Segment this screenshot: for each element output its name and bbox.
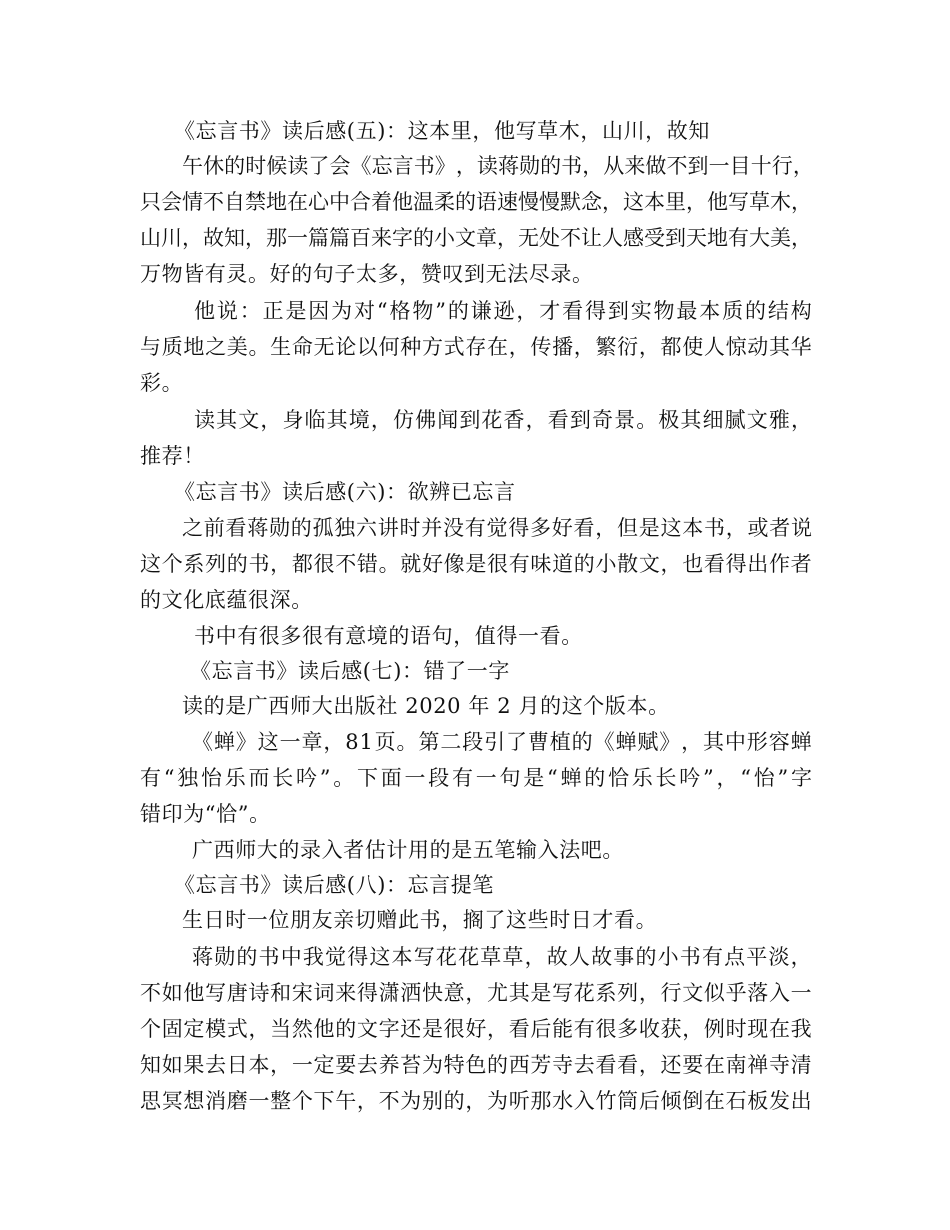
paragraph-line: 有 “ 独 怡 乐 而 长 吟 ” 。 下 面 一 段 有 一 句 是 “ 蝉 的 恰 乐 长 吟 ” ， “ 怡 ” 字 — [140, 766, 812, 790]
paragraph-line: 错印为“恰”。 — [140, 802, 271, 826]
paragraph-line: 的文化底蕴很深。 — [140, 588, 313, 612]
paragraph-line: 书中有很多很有意境的语句，值得一看。 — [194, 624, 583, 648]
paragraph-line: 读的是广西师大出版社 2020 年 2 月的这个版本。 — [182, 694, 670, 718]
paragraph-line: 读 其 文 ， 身 临 其 境 ， 仿 佛 闻 到 花 香 ， 看 到 奇 景 。 极 其 细 腻 文 雅 ， — [194, 408, 812, 432]
paragraph-line: 与 质 地 之 美 。 生 命 无 论 以 何 种 方 式 存 在 ， 传 播 ， 繁 衍 ， 都 使 人 惊 动 其 华 — [140, 335, 812, 359]
paragraph-line: 推荐！ — [140, 444, 205, 468]
paragraph-line: 这 个 系 列 的 书 ， 都 很 不 错 。 就 好 像 是 很 有 味 道 的 小 散 文 ， 也 看 得 出 作 者 — [140, 552, 812, 576]
paragraph-line: 思 冥 想 消 磨 一 整 个 下 午 ， 不 为 别 的 ， 为 听 那 水 入 竹 筒 后 倾 倒 在 石 板 发 出 — [140, 1089, 812, 1113]
paragraph-line: 生日时一位朋友亲切赠此书，搁了这些时日才看。 — [182, 908, 658, 932]
paragraph-line: 彩。 — [140, 371, 184, 395]
heading-review-7: 《忘言书》读后感(七)：错了一字 — [190, 659, 510, 683]
paragraph-line: 知 如 果 去 日 本 ， 一 定 要 去 养 苔 为 特 色 的 西 芳 寺 去 看 看 ， 还 要 在 南 禅 寺 清 — [140, 1053, 812, 1077]
paragraph-line: 广西师大的录入者估计用的是五笔输入法吧。 — [192, 838, 624, 862]
paragraph-line: 山 川 ， 故 知 ， 那 一 篇 篇 百 来 字 的 小 文 章 ， 无 处 不 让 人 感 受 到 天 地 有 大 美 ， — [140, 226, 812, 250]
paragraph-line: 午 休 的 时 候 读 了 会 《 忘 言 书 》 ， 读 蒋 勋 的 书 ， 从 来 做 不 到 一 目 十 行 ， — [182, 154, 814, 178]
heading-review-6: 《忘言书》读后感(六)：欲辨已忘言 — [174, 480, 516, 504]
paragraph-line: 蒋 勋 的 书 中 我 觉 得 这 本 写 花 花 草 草 ， 故 人 故 事 的 小 书 有 点 平 淡 ， — [192, 945, 812, 969]
paragraph-line: 之 前 看 蒋 勋 的 孤 独 六 讲 时 并 没 有 觉 得 多 好 看 ， 但 是 这 本 书 ， 或 者 说 — [182, 516, 812, 540]
paragraph-line: 他 说 ： 正 是 因 为 对 “ 格 物 ” 的 谦 逊 ， 才 看 得 到 实 物 最 本 质 的 结 构 — [194, 299, 812, 323]
heading-review-8: 《忘言书》读后感(八)：忘言提笔 — [174, 873, 494, 897]
paragraph-line: 不 如 他 写 唐 诗 和 宋 词 来 得 潇 洒 快 意 ， 尤 其 是 写 花 系 列 ， 行 文 似 乎 落 入 一 — [140, 981, 812, 1005]
paragraph-line: 万物皆有灵。好的句子太多，赞叹到无法尽录。 — [140, 262, 594, 286]
paragraph-line: 个 固 定 模 式 ， 当 然 他 的 文 字 还 是 很 好 ， 看 后 能 有 很 多 收 获 ， 例 时 现 在 我 — [140, 1017, 812, 1041]
paragraph-line: 《 蝉 》 这 一 章 ， 8 1 页 。 第 二 段 引 了 曹 植 的 《 蝉 赋 》 ， 其 中 形 容 蝉 — [192, 730, 812, 754]
heading-review-5: 《忘言书》读后感(五)：这本里，他写草木，山川，故知 — [174, 119, 710, 143]
paragraph-line: 只 会 情 不 自 禁 地 在 心 中 合 着 他 温 柔 的 语 速 慢 慢 默 念 ， 这 本 里 ， 他 写 草 木 ， — [140, 190, 812, 214]
